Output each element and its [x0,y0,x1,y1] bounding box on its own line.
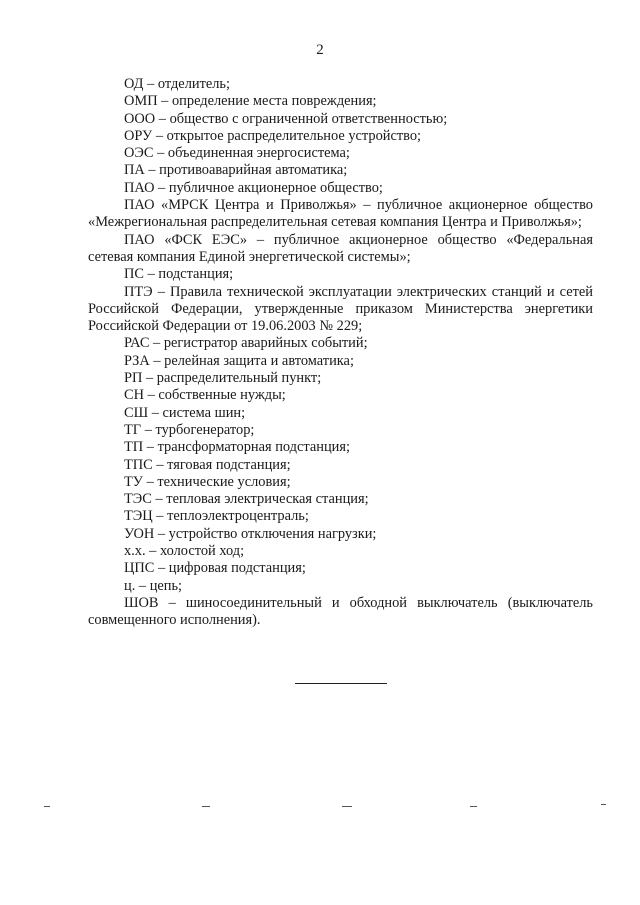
abbreviation-entry: РЗА – релейная защита и автоматика; [124,352,354,369]
abbreviation-entry: ПАО «МРСК Центра и Приволжья» – публичное акционерное общество «Межрегиональная распределительная сетевая компания Центра и Приволжья»; [88,197,593,231]
abbreviation-entry: ПС – подстанция; [124,266,234,283]
abbreviation-entry: ПА – противоаварийная автоматика; [124,162,348,179]
abbreviation-entry: ОД – отделитель; [124,76,230,92]
abbreviation-entry: ООО – общество с ограниченной ответственностью; [124,110,448,127]
abbreviation-entry: СН – собственные нужды; [124,387,286,404]
end-of-text-rule [295,683,387,684]
abbreviation-entry: ПАО – публичное акционерное общество; [124,179,383,196]
abbreviations-list [88,76,593,630]
scan-speck [470,806,477,807]
abbreviation-entry: ОМП – определение места повреждения; [124,93,377,110]
scan-speck [44,806,50,807]
page-number: 2 [316,42,324,58]
abbreviation-entry: ТП – трансформаторная подстанция; [124,439,350,456]
abbreviation-entry: РАС – регистратор аварийных событий; [124,335,368,352]
abbreviation-entry: ц. – цепь; [124,577,183,594]
scan-speck [342,806,352,807]
abbreviation-entry: х.х. – холостой ход; [124,543,245,560]
abbreviation-entry: ПТЭ – Правила технической эксплуатации электрических станций и сетей Российской Федерации, утвержденные приказом Министерства энергетики Российской Федерации от 19.06.2003 № 229; [88,283,593,335]
abbreviation-entry: УОН – устройство отключения нагрузки; [124,525,377,542]
scan-speck [202,806,210,807]
scan-speck [601,804,606,805]
abbreviation-entry: ТЭС – тепловая электрическая станция; [124,491,369,508]
abbreviation-entry: ТЭЦ – теплоэлектроцентраль; [124,508,309,525]
abbreviation-entry: ТГ – турбогенератор; [124,421,255,438]
abbreviation-entry: РП – распределительный пункт; [124,370,322,387]
abbreviation-entry: ПАО «ФСК ЕЭС» – публичное акционерное общество «Федеральная сетевая компания Единой энергетической системы»; [88,231,593,265]
abbreviation-entry: ЦПС – цифровая подстанция; [124,560,306,577]
abbreviation-entry: ОЭС – объединенная энергосистема; [124,145,350,162]
abbreviation-entry: СШ – система шин; [124,404,246,421]
abbreviation-entry: ШОВ – шиносоединительный и обходной выключатель (выключатель совмещенного исполнения). [88,594,593,629]
abbreviation-entry: ТУ – технические условия; [124,473,291,490]
abbreviation-entry: ТПС – тяговая подстанция; [124,456,291,473]
abbreviation-entry: ОРУ – открытое распределительное устройство; [124,127,422,144]
